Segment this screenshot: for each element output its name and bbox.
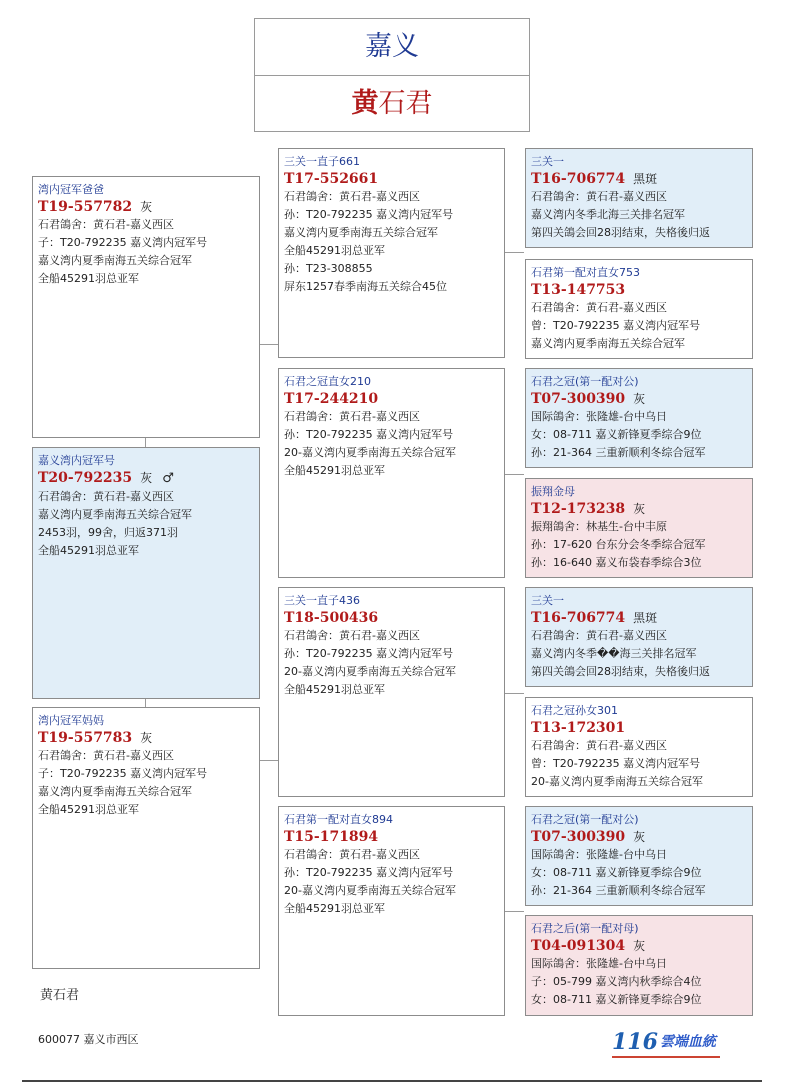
connector-line — [259, 760, 278, 761]
info-line: 嘉义湾内冬季��海三关排名冠军 — [531, 647, 697, 660]
box-title: 三关一 — [531, 594, 564, 607]
connector-line — [145, 437, 146, 447]
brand-logo[interactable] — [612, 1029, 716, 1055]
info-line: 曾：T20-792235 嘉义湾内冠军号 — [531, 757, 701, 770]
connector-line — [259, 344, 278, 345]
box-title: 湾内冠军爸爸 — [38, 183, 104, 196]
pedigree-box-sire[interactable] — [32, 176, 260, 438]
ring-number: T19-557782 灰 — [38, 199, 153, 215]
connector-line — [504, 911, 524, 912]
box-title: 石君之后(第一配对母) — [531, 922, 639, 935]
feather-color: 黑斑 — [633, 172, 658, 186]
ring-number: T18-500436 — [284, 610, 379, 626]
owner-surname: 黄 — [351, 88, 379, 119]
pedigree-box-ggsire-4[interactable] — [525, 806, 753, 906]
info-line: 石君鴿舍：黄石君-嘉义西区 — [531, 301, 667, 314]
bottom-divider — [22, 1080, 762, 1082]
info-line: 20-嘉义湾内夏季南海五关综合冠军 — [531, 775, 703, 788]
info-line: 孙：17-620 台东分会冬季综合冠军 — [531, 538, 706, 551]
info-line: 全船45291羽总亚军 — [38, 544, 139, 557]
info-line: 嘉义湾内夏季南海五关综合冠军 — [38, 254, 192, 267]
info-line: 孙：T20-792235 嘉义湾内冠军号 — [284, 208, 454, 221]
info-line: 孙：21-364 三重新顺利冬综合冠军 — [531, 446, 706, 459]
info-line: 石君鴿舍：黄石君-嘉义西区 — [38, 218, 174, 231]
box-title: 振翔金母 — [531, 485, 575, 498]
logo-number: 116 — [612, 1029, 658, 1055]
info-line: 孙：T20-792235 嘉义湾内冠军号 — [284, 647, 454, 660]
info-line: 全船45291羽总亚军 — [284, 902, 385, 915]
info-line: 孙：21-364 三重新顺利冬综合冠军 — [531, 884, 706, 897]
ring-number: T16-706774 黑斑 — [531, 171, 658, 187]
info-line: 石君鴿舍：黄石君-嘉义西区 — [531, 629, 667, 642]
owner-name: 黄石君 — [40, 988, 80, 1003]
logo-underline — [612, 1056, 720, 1058]
region-title: 嘉义 — [255, 19, 529, 76]
info-line: 子：T20-792235 嘉义湾内冠军号 — [38, 236, 208, 249]
info-line: 全船45291羽总亚军 — [284, 244, 385, 257]
info-line: 石君鴿舍：黄石君-嘉义西区 — [284, 410, 420, 423]
info-line: 子：05-799 嘉义湾内秋季综合4位 — [531, 975, 702, 988]
info-line: 子：T20-792235 嘉义湾内冠军号 — [38, 767, 208, 780]
ring-number: T12-173238 灰 — [531, 501, 646, 517]
info-line: 石君鴿舍：黄石君-嘉义西区 — [531, 739, 667, 752]
info-line: 20-嘉义湾内夏季南海五关综合冠军 — [284, 446, 456, 459]
box-title: 石君之冠直女210 — [284, 375, 371, 388]
ring-number: T13-172301 — [531, 720, 626, 736]
info-line: 国际鴿舍：张隆雄-台中乌日 — [531, 848, 667, 861]
box-title: 三关一 — [531, 155, 564, 168]
owner-given-name: 石君 — [378, 88, 433, 119]
box-title: 石君之冠(第一配对公) — [531, 375, 639, 388]
pedigree-box-ggdam-4[interactable] — [525, 915, 753, 1016]
box-title: 石君第一配对直女894 — [284, 813, 393, 826]
ring-number: T15-171894 — [284, 829, 379, 845]
info-line: 第四关鴿会回28羽结束，失格後归返 — [531, 665, 710, 678]
connector-line — [504, 474, 524, 475]
pedigree-box-grandsire-maternal[interactable] — [278, 587, 505, 797]
box-title: 石君之冠(第一配对公) — [531, 813, 639, 826]
pedigree-box-dam[interactable] — [32, 707, 260, 969]
box-title: 湾内冠军妈妈 — [38, 714, 104, 727]
feather-color: 灰 — [633, 502, 646, 516]
owner-address: 600077 嘉义市西区 — [38, 1033, 139, 1046]
info-line: 嘉义湾内夏季南海五关综合冠军 — [38, 508, 192, 521]
info-line: 孙：T23-308855 — [284, 262, 373, 275]
pedigree-box-ggdam-1[interactable] — [525, 259, 753, 359]
info-line: 第四关鴿会回28羽结束，失格後归返 — [531, 226, 710, 239]
ring-number: T07-300390 灰 — [531, 391, 646, 407]
feather-color: 灰 — [140, 200, 153, 214]
pedigree-header — [254, 18, 530, 132]
connector-line — [504, 693, 524, 694]
ring-number: T07-300390 灰 — [531, 829, 646, 845]
pedigree-box-ggdam-2[interactable] — [525, 478, 753, 578]
info-line: 20-嘉义湾内夏季南海五关综合冠军 — [284, 884, 456, 897]
pedigree-box-granddam-paternal[interactable] — [278, 368, 505, 578]
info-line: 全船45291羽总亚军 — [38, 272, 139, 285]
feather-color: 灰 — [140, 731, 153, 745]
info-line: 曾：T20-792235 嘉义湾内冠军号 — [531, 319, 701, 332]
info-line: 石君鴿舍：黄石君-嘉义西区 — [284, 629, 420, 642]
info-line: 20-嘉义湾内夏季南海五关综合冠军 — [284, 665, 456, 678]
info-line: 女：08-711 嘉义新锋夏季综合9位 — [531, 993, 702, 1006]
info-line: 嘉义湾内夏季南海五关综合冠军 — [284, 226, 438, 239]
connector-line — [504, 252, 524, 253]
info-line: 嘉义湾内夏季南海五关综合冠军 — [531, 337, 685, 350]
pedigree-box-subject[interactable] — [32, 447, 260, 699]
info-line: 孙：16-640 嘉义布袋春季综合3位 — [531, 556, 702, 569]
info-line: 石君鴿舍：黄石君-嘉义西区 — [38, 749, 174, 762]
info-line: 嘉义湾内夏季南海五关综合冠军 — [38, 785, 192, 798]
box-title: 石君第一配对直女753 — [531, 266, 640, 279]
info-line: 石君鴿舍：黄石君-嘉义西区 — [284, 848, 420, 861]
ring-number: T17-552661 — [284, 171, 379, 187]
ring-number: T19-557783 灰 — [38, 730, 153, 746]
info-line: 石君鴿舍：黄石君-嘉义西区 — [284, 190, 420, 203]
connector-line — [145, 698, 146, 707]
male-symbol-icon: ♂ — [162, 471, 174, 486]
pedigree-box-ggsire-2[interactable] — [525, 368, 753, 468]
feather-color: 灰 — [140, 471, 153, 485]
pedigree-box-granddam-maternal[interactable] — [278, 806, 505, 1016]
info-line: 石君鴿舍：黄石君-嘉义西区 — [38, 490, 174, 503]
ring-number: T20-792235 灰 ♂ — [38, 470, 174, 486]
info-line: 国际鴿舍：张隆雄-台中乌日 — [531, 957, 667, 970]
ring-number: T13-147753 — [531, 282, 626, 298]
pedigree-box-ggsire-1[interactable] — [525, 148, 753, 248]
info-line: 石君鴿舍：黄石君-嘉义西区 — [531, 190, 667, 203]
pedigree-box-grandsire-paternal[interactable] — [278, 148, 505, 358]
ring-number: T16-706774 黑斑 — [531, 610, 658, 626]
info-line: 振翔鴿舍：林基生-台中丰原 — [531, 520, 667, 533]
feather-color: 灰 — [633, 939, 646, 953]
info-line: 全船45291羽总亚军 — [284, 464, 385, 477]
pedigree-box-ggsire-3[interactable] — [525, 587, 753, 687]
box-title: 三关一直子436 — [284, 594, 360, 607]
owner-title — [255, 76, 529, 132]
info-line: 全船45291羽总亚军 — [284, 683, 385, 696]
info-line: 国际鴿舍：张隆雄-台中乌日 — [531, 410, 667, 423]
pedigree-box-ggdam-3[interactable] — [525, 697, 753, 797]
logo-text: 雲端血統 — [659, 1034, 716, 1050]
box-title: 三关一直子661 — [284, 155, 360, 168]
info-line: 屏东1257春季南海五关综合45位 — [284, 280, 447, 293]
info-line: 孙：T20-792235 嘉义湾内冠军号 — [284, 428, 454, 441]
box-title: 嘉义湾内冠军号 — [38, 454, 115, 467]
box-title: 石君之冠孙女301 — [531, 704, 618, 717]
feather-color: 灰 — [633, 830, 646, 844]
feather-color: 灰 — [633, 392, 646, 406]
info-line: 孙：T20-792235 嘉义湾内冠军号 — [284, 866, 454, 879]
info-line: 女：08-711 嘉义新锋夏季综合9位 — [531, 866, 702, 879]
ring-number: T17-244210 — [284, 391, 379, 407]
ring-number: T04-091304 灰 — [531, 938, 646, 954]
feather-color: 黑斑 — [633, 611, 658, 625]
info-line: 女：08-711 嘉义新锋夏季综合9位 — [531, 428, 702, 441]
info-line: 2453羽，99舍，归返371羽 — [38, 526, 178, 539]
info-line: 全船45291羽总亚军 — [38, 803, 139, 816]
info-line: 嘉义湾内冬季北海三关排名冠军 — [531, 208, 685, 221]
